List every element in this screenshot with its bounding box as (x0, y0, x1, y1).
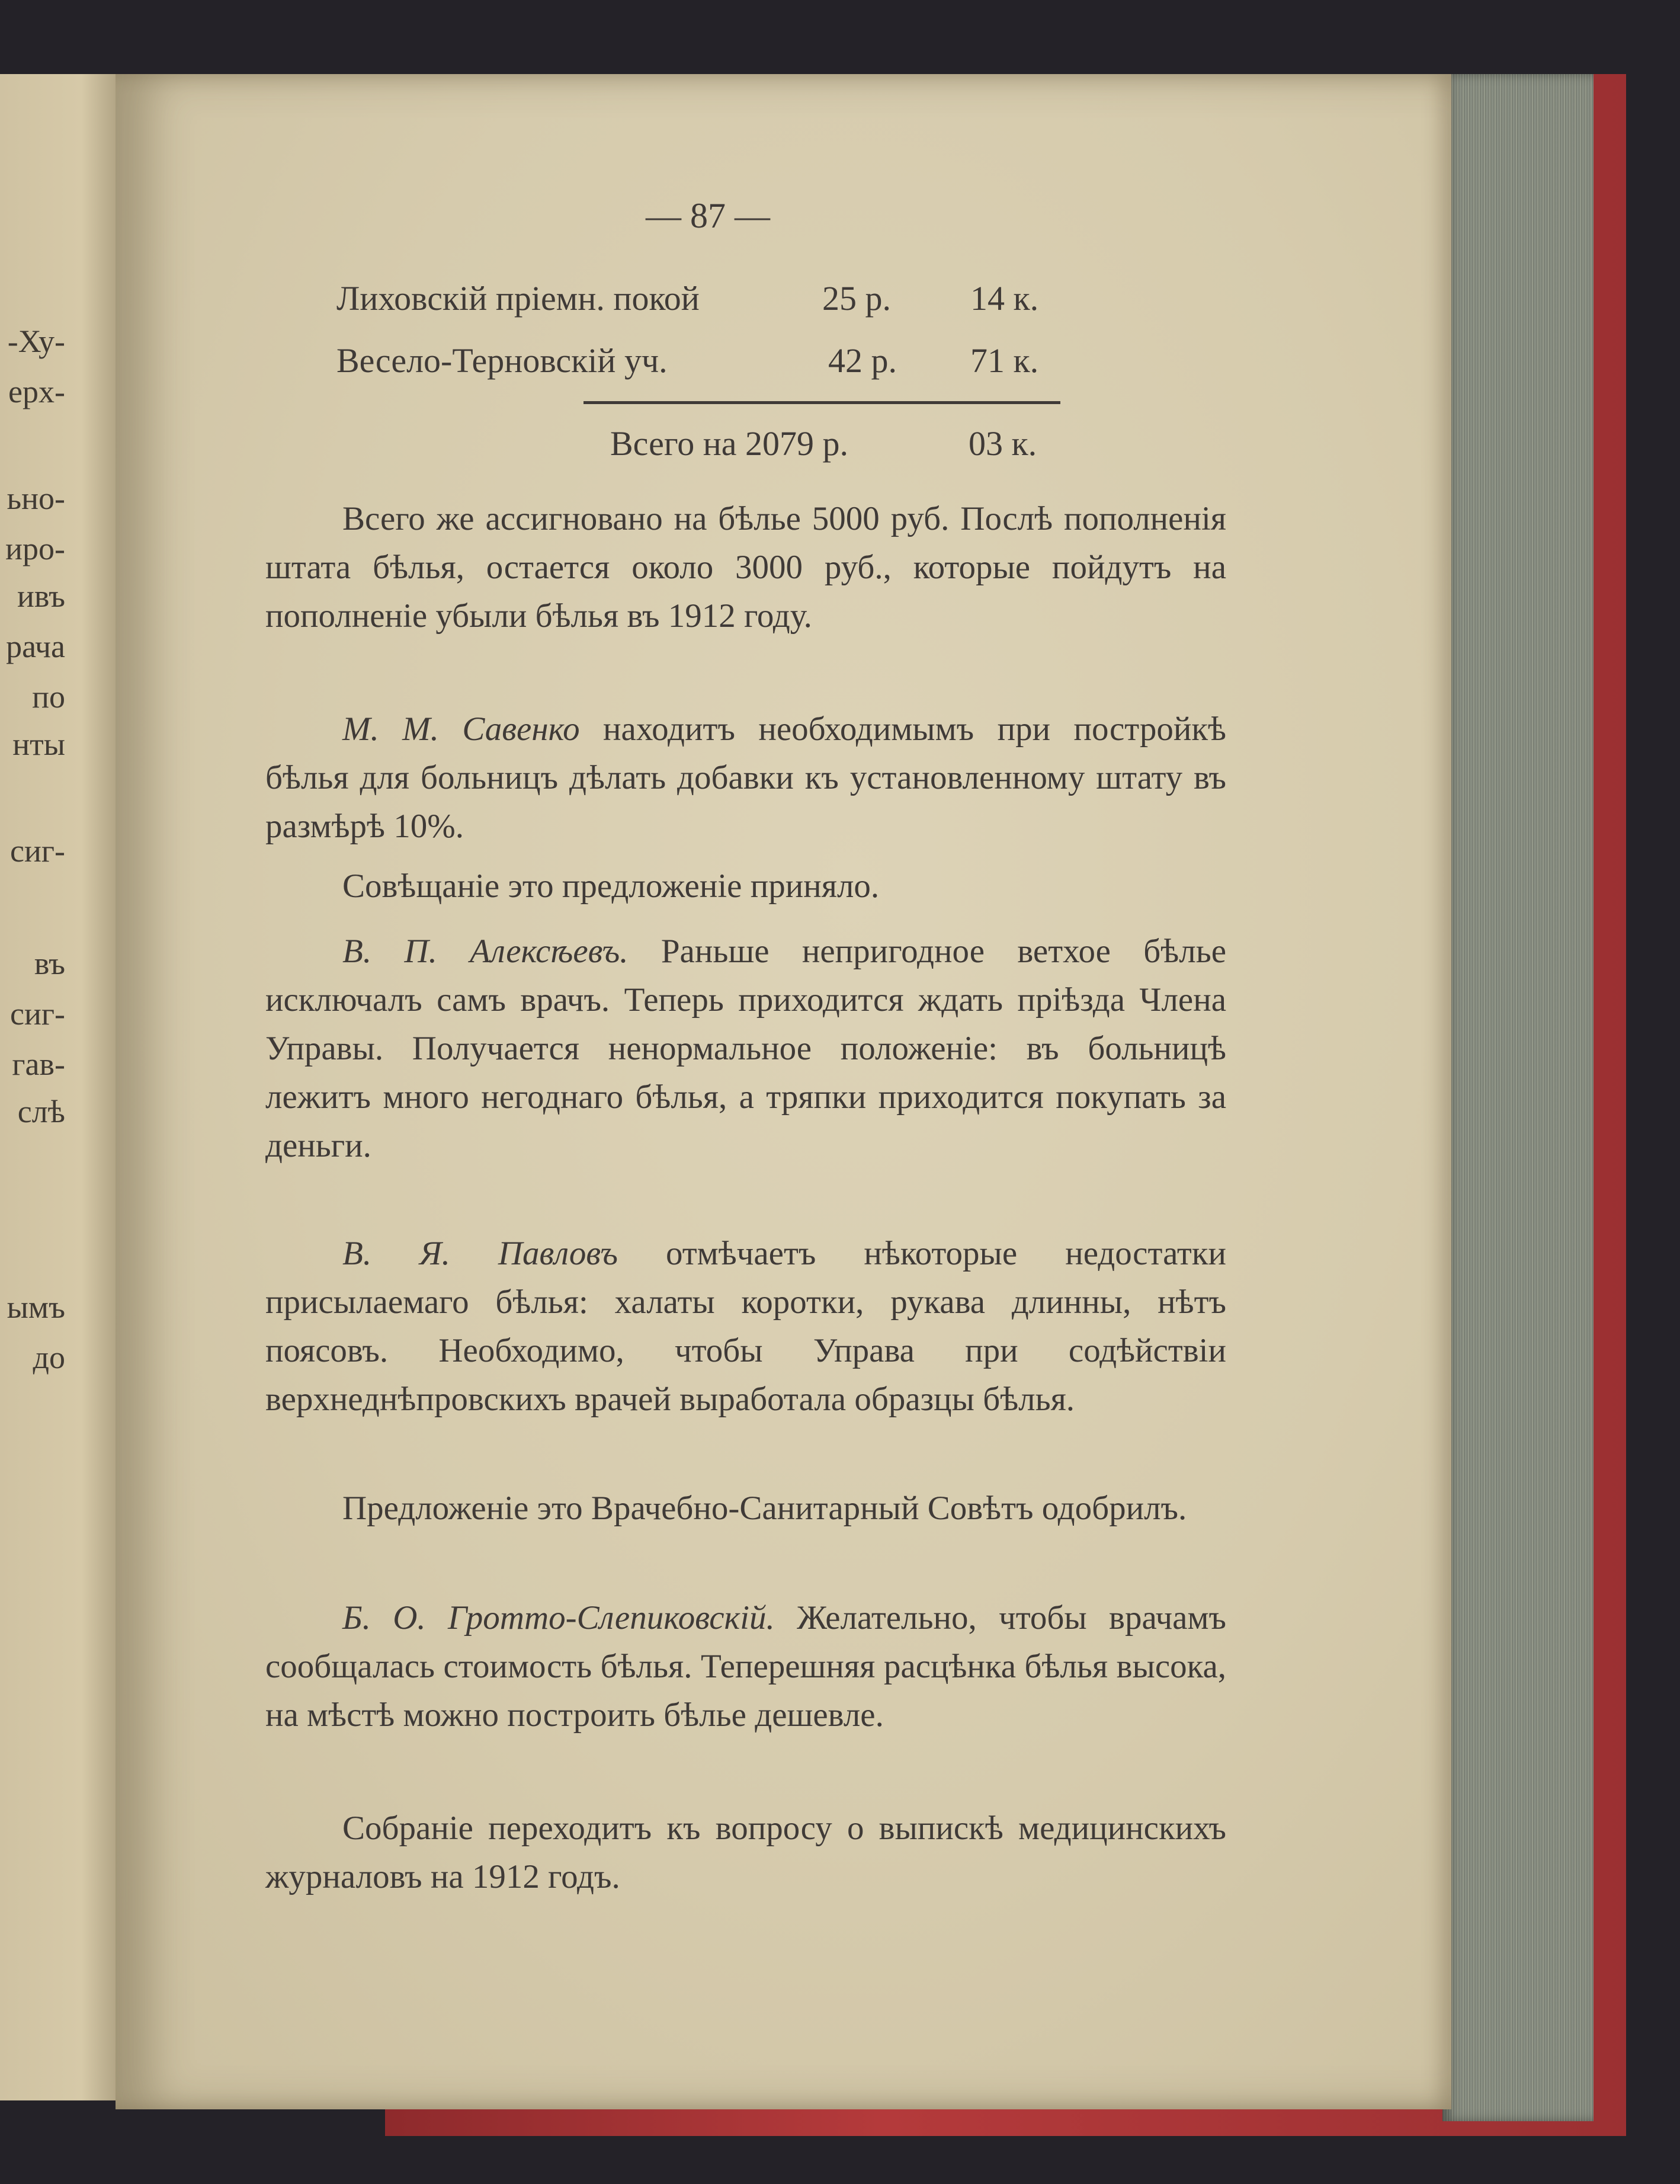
paragraph-text: Раньше непригодное ветхое бѣлье исключалъ самъ врачъ. Теперь приходится ждать пріѣзда Члена Управы. Получается ненормальное положеніе: въ больницѣ лежитъ много негоднаго бѣлья, а тряпки приходится покупать за деньги. (265, 933, 1226, 1164)
paragraph-text: Желательно, чтобы врачамъ сообщалась стоимость бѣлья. Теперешняя расцѣнка бѣлья высока, на мѣстѣ можно построить бѣлье дешевле. (265, 1599, 1226, 1734)
paragraph (265, 1804, 1226, 1901)
left-page-fragment: ерх- (8, 374, 65, 409)
budget-row-rubles: 42 р. (828, 341, 897, 380)
paragraph (265, 862, 1226, 911)
paragraph-text: Собраніе переходитъ къ вопросу о выпискѣ медицинскихъ журналовъ на 1912 годъ. (265, 1810, 1226, 1895)
budget-row-rubles: 25 р. (822, 279, 891, 318)
paragraph (265, 1484, 1226, 1533)
paragraph-text: отмѣчаетъ нѣкоторые недостатки присылаемаго бѣлья: халаты коротки, рукава длинны, нѣтъ поясовъ. Необходимо, чтобы Управа при содѣйствіи верхнеднѣпровскихъ врачей выработала образцы бѣлья. (265, 1235, 1227, 1418)
page-number: — 87 — (646, 196, 770, 235)
budget-row-label: Весело-Терновскій уч. (336, 341, 668, 380)
speaker-name: В. П. Алексѣевъ. (342, 933, 629, 970)
budget-row-kopecks: 14 к. (970, 279, 1039, 318)
paragraph (265, 705, 1226, 851)
paragraph (265, 495, 1226, 641)
paragraph (265, 1594, 1226, 1740)
left-page-fragment: ьно- (7, 481, 65, 516)
left-page-fragment: рача (6, 629, 65, 664)
paragraph-text: Совѣщаніе это предложеніе приняло. (342, 867, 880, 905)
budget-total-kopecks: 03 к. (969, 424, 1037, 463)
left-page-fragment: нты (12, 726, 65, 762)
sum-rule (583, 401, 1060, 404)
left-page-fragment: ивъ (17, 578, 65, 614)
left-page-fragment: -Ху- (7, 324, 65, 359)
left-page-fragment: ымъ (7, 1289, 65, 1325)
left-page-fragment: сиг- (10, 833, 65, 869)
left-page-fragment: слѣ (17, 1094, 65, 1129)
speaker-name: В. Я. Павловъ (342, 1235, 618, 1272)
paragraph (265, 1229, 1226, 1424)
budget-row (336, 278, 1077, 326)
left-page-fragment: до (33, 1340, 65, 1375)
paragraph (265, 927, 1226, 1170)
left-page-fragment: гав- (12, 1046, 65, 1082)
left-page-fragment: иро- (5, 531, 65, 566)
paragraph-text: Предложеніе это Врачебно-Санитарный Совѣтъ одобрилъ. (342, 1490, 1187, 1527)
budget-total-label: Всего на 2079 р. (610, 424, 849, 463)
left-page-fragment: по (32, 679, 65, 715)
budget-row (336, 341, 1077, 388)
paragraph-text: находитъ необходимымъ при постройкѣ бѣлья для больницъ дѣлать добавки къ установленному штату въ размѣрѣ 10%. (265, 710, 1226, 845)
speaker-name: Б. О. Гротто-Слепиковскій. (342, 1599, 775, 1637)
speaker-name: М. М. Савенко (342, 710, 580, 748)
budget-row-label: Лиховскій пріемн. покой (336, 279, 700, 318)
paragraph-text: Всего же ассигновано на бѣлье 5000 руб. Послѣ пополненія штата бѣлья, остается около 3000 руб., которые пойдутъ на пополненіе убыли бѣлья въ 1912 году. (265, 500, 1226, 635)
left-page-fragment: сиг- (10, 996, 65, 1032)
left-page-fragment: въ (34, 946, 65, 981)
page-stack-edges (1442, 74, 1594, 2121)
budget-total (610, 424, 1084, 471)
budget-row-kopecks: 71 к. (970, 341, 1039, 380)
